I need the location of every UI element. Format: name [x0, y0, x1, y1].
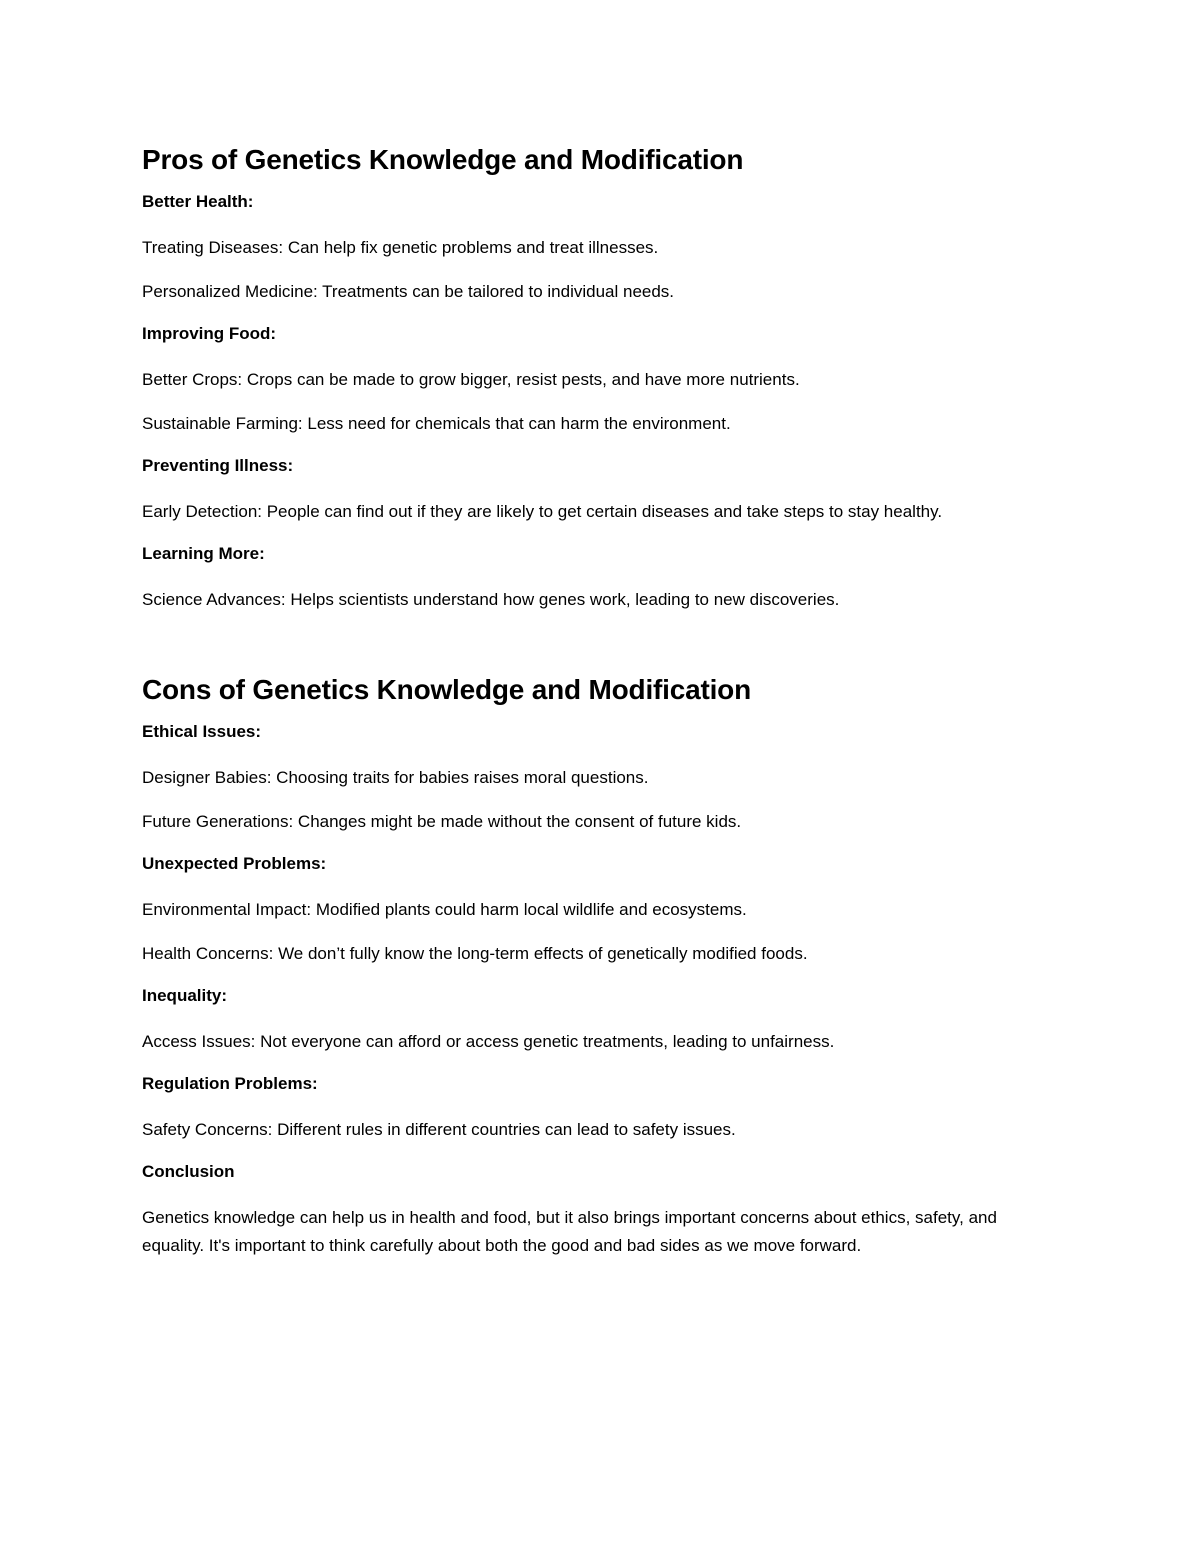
cons-group-inequality — [142, 984, 1052, 1056]
pros-group-better-health — [142, 190, 1052, 306]
cons-group-ethical-issues — [142, 720, 1052, 836]
paragraph: Safety Concerns: Different rules in different countries can lead to safety issues. — [142, 1120, 736, 1139]
paragraph: Environmental Impact: Modified plants could harm local wildlife and ecosystems. — [142, 900, 747, 919]
paragraph: Better Crops: Crops can be made to grow bigger, resist pests, and have more nutrients. — [142, 370, 800, 389]
pros-group-preventing-illness — [142, 454, 1052, 526]
subheading: Learning More: — [142, 544, 265, 563]
paragraph: Treating Diseases: Can help fix genetic problems and treat illnesses. — [142, 238, 659, 257]
conclusion-paragraph: Genetics knowledge can help us in health and food, but it also brings important concerns about ethics, safety, and equality. It's important to think carefully about both the good and bad sides as we move forward. — [142, 1208, 997, 1255]
paragraph: Access Issues: Not everyone can afford or access genetic treatments, leading to unfairness. — [142, 1032, 835, 1051]
pros-group-improving-food — [142, 322, 1052, 438]
subheading: Regulation Problems: — [142, 1074, 318, 1093]
cons-section — [142, 670, 1052, 1260]
document-page — [142, 140, 1052, 1276]
pros-group-learning-more — [142, 542, 1052, 614]
paragraph: Sustainable Farming: Less need for chemicals that can harm the environment. — [142, 414, 731, 433]
conclusion-group — [142, 1160, 1052, 1260]
paragraph: Early Detection: People can find out if they are likely to get certain diseases and take steps to stay healthy. — [142, 502, 943, 521]
cons-group-unexpected-problems — [142, 852, 1052, 968]
paragraph: Science Advances: Helps scientists understand how genes work, leading to new discoveries. — [142, 590, 840, 609]
subheading: Unexpected Problems: — [142, 854, 327, 873]
conclusion-heading: Conclusion — [142, 1162, 235, 1181]
paragraph: Future Generations: Changes might be made without the consent of future kids. — [142, 812, 742, 831]
subheading: Inequality: — [142, 986, 228, 1005]
pros-title: Pros of Genetics Knowledge and Modification — [142, 144, 744, 175]
cons-group-regulation-problems — [142, 1072, 1052, 1144]
paragraph: Health Concerns: We don’t fully know the long-term effects of genetically modified foods. — [142, 944, 808, 963]
paragraph: Designer Babies: Choosing traits for babies raises moral questions. — [142, 768, 649, 787]
pros-section — [142, 140, 1052, 614]
paragraph: Personalized Medicine: Treatments can be tailored to individual needs. — [142, 282, 675, 301]
subheading: Ethical Issues: — [142, 722, 262, 741]
subheading: Preventing Illness: — [142, 456, 294, 475]
cons-title: Cons of Genetics Knowledge and Modification — [142, 674, 751, 705]
subheading: Improving Food: — [142, 324, 277, 343]
subheading: Better Health: — [142, 192, 254, 211]
